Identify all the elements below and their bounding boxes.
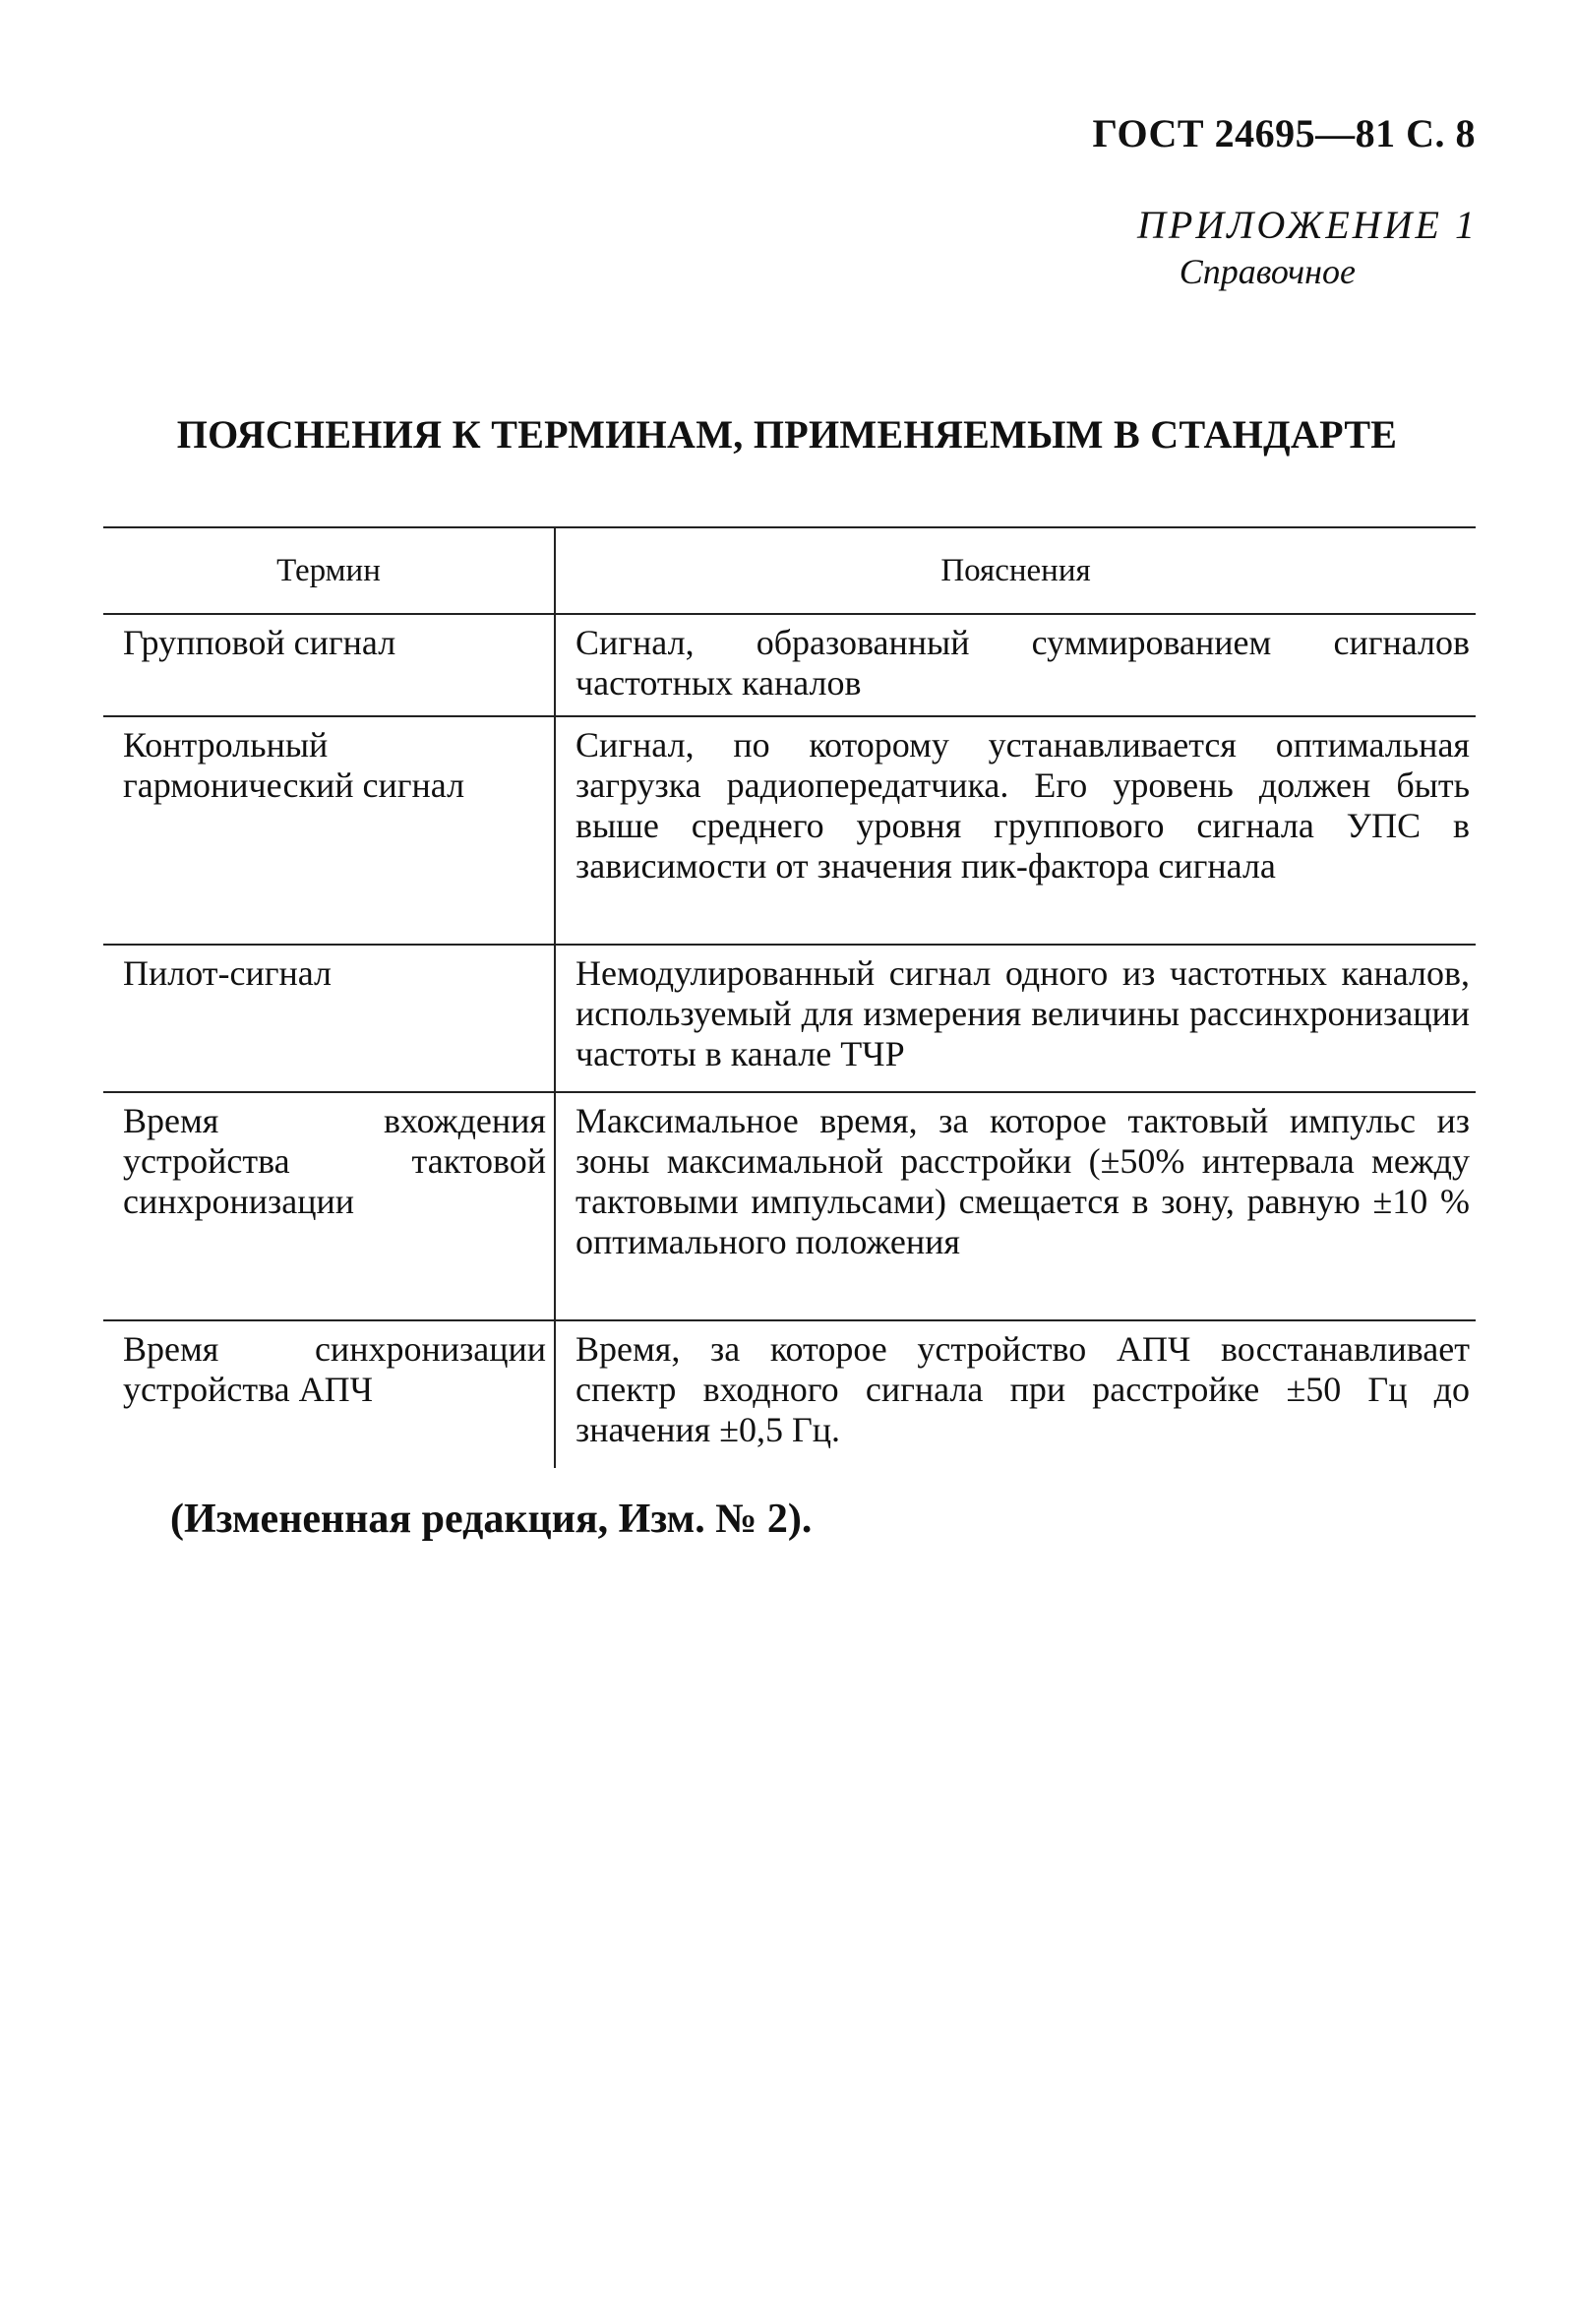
- term-cell: Контрольный гармонический сигнал: [103, 716, 555, 945]
- explanation-cell: Сигнал, образованный суммированием сигналов частотных каналов: [555, 614, 1476, 716]
- terms-table: [103, 526, 1476, 1468]
- header-explanation: Пояснения: [555, 527, 1476, 614]
- term-cell: Время вхождения устройства тактовой синхронизации: [103, 1092, 555, 1320]
- table-header-row: [103, 527, 1476, 614]
- explanation-cell: Немодулированный сигнал одного из частотных каналов, используемый для измерения величины рассинхронизации частоты в канале ТЧР: [555, 945, 1476, 1092]
- explanation-cell: Сигнал, по которому устанавливается оптимальная загрузка радиопередатчика. Его уровень должен быть выше среднего уровня группового сигнала УПС в зависимости от значения пик-фактора сигнала: [555, 716, 1476, 945]
- appendix-type: Справочное: [1179, 252, 1356, 291]
- table-row: [103, 614, 1476, 716]
- table-row: [103, 1320, 1476, 1468]
- standard-reference: ГОСТ 24695—81 С. 8: [1092, 111, 1476, 155]
- term-cell: Время синхронизации устройства АПЧ: [103, 1320, 555, 1468]
- explanation-cell: Время, за которое устройство АПЧ восстанавливает спектр входного сигнала при расстройке ±50 Гц до значения ±0,5 Гц.: [575, 1329, 1470, 1449]
- appendix-label: ПРИЛОЖЕНИЕ 1: [1137, 203, 1478, 247]
- term-cell: Пилот-сигнал: [103, 945, 555, 1092]
- explanation-cell: Максимальное время, за которое тактовый импульс из зоны максимальной расстройки (±50% интервала между тактовыми импульсами) смещается в зону, равную ±10 % оптимального положения: [555, 1092, 1476, 1320]
- table-row: [103, 1092, 1476, 1320]
- header-term: Термин: [103, 527, 555, 614]
- amendment-note: (Измененная редакция, Изм. № 2).: [170, 1497, 813, 1542]
- term-cell: Групповой сигнал: [103, 614, 555, 716]
- page-title: ПОЯСНЕНИЯ К ТЕРМИНАМ, ПРИМЕНЯЕМЫМ В СТАНДАРТЕ: [176, 412, 1398, 457]
- table-row: [103, 716, 1476, 945]
- table-row: [103, 945, 1476, 1092]
